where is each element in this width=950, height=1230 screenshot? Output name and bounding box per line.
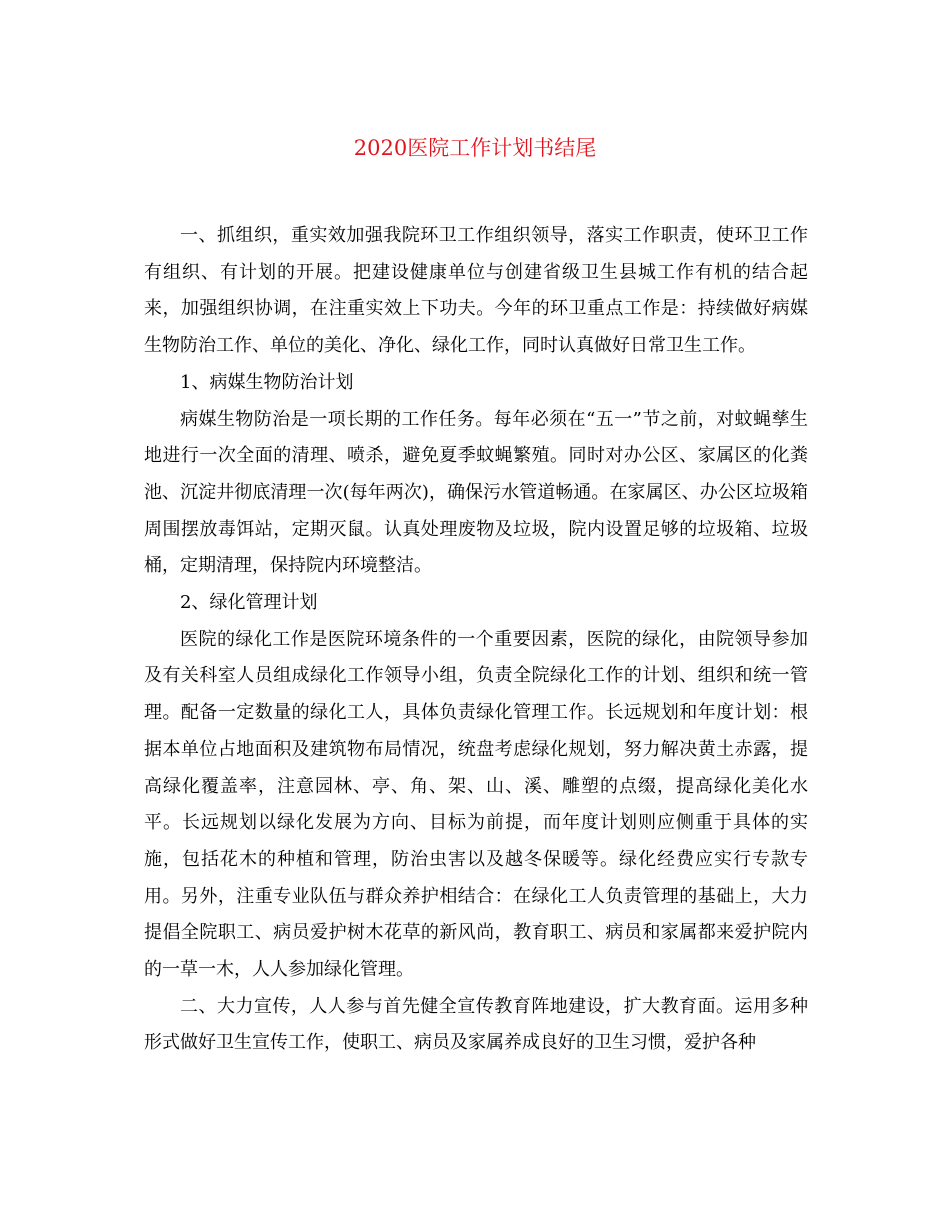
paragraph-vector-control: 病媒生物防治是一项长期的工作任务。每年必须在“五一”节之前，对蚊蝇孳生地进行一次全面的清理、喷杀，避免夏季蚊蝇繁殖。同时对办公区、家属区的化粪池、沉淀井彻底清理一次(每年两次)，确保污水管道畅通。在家属区、办公区垃圾箱周围摆放毒饵站，定期灭鼠。认真处理废物及垃圾，院内设置足够的垃圾箱、垃圾桶，定期清理，保持院内环境整洁。	[144, 408, 808, 577]
heading-greening: 2、绿化管理计划	[180, 592, 318, 614]
heading-vector-control: 1、病媒生物防治计划	[180, 371, 354, 393]
paragraph-greening: 医院的绿化工作是医院环境条件的一个重要因素，医院的绿化，由院领导参加及有关科室人员组成绿化工作领导小组，负责全院绿化工作的计划、组织和统一管理。配备一定数量的绿化工人，具体负责绿化管理工作。长远规划和年度计划：根据本单位占地面积及建筑物布局情况，统盘考虑绿化规划，努力解决黄土赤露，提高绿化覆盖率，注意园林、亭、角、架、山、溪、雕塑的点缀，提高绿化美化水平。长远规划以绿化发展为方向、目标为前提，而年度计划则应侧重于具体的实施，包括花木的种植和管理，防治虫害以及越冬保暖等。绿化经费应实行专款专用。另外，注重专业队伍与群众养护相结合：在绿化工人负责管理的基础上，大力提倡全院职工、病员爱护树木花草的新风尚，教育职工、病员和家属都来爱护院内的一草一木，人人参加绿化管理。	[144, 628, 808, 981]
paragraph-organization: 一、抓组织，重实效加强我院环卫工作组织领导，落实工作职责，使环卫工作有组织、有计划的开展。把建设健康单位与创建省级卫生县城工作有机的结合起来，加强组织协调，在注重实效上下功夫。今年的环卫重点工作是：持续做好病媒生物防治工作、单位的美化、净化、绿化工作，同时认真做好日常卫生工作。	[144, 225, 808, 357]
page-title: 2020医院工作计划书结尾	[353, 136, 597, 160]
document-body	[144, 218, 808, 1062]
paragraph-publicity: 二、大力宣传，人人参与首先健全宣传教育阵地建设，扩大教育面。运用多种形式做好卫生宣传工作，使职工、病员及家属养成良好的卫生习惯，爱护各种	[144, 995, 808, 1054]
